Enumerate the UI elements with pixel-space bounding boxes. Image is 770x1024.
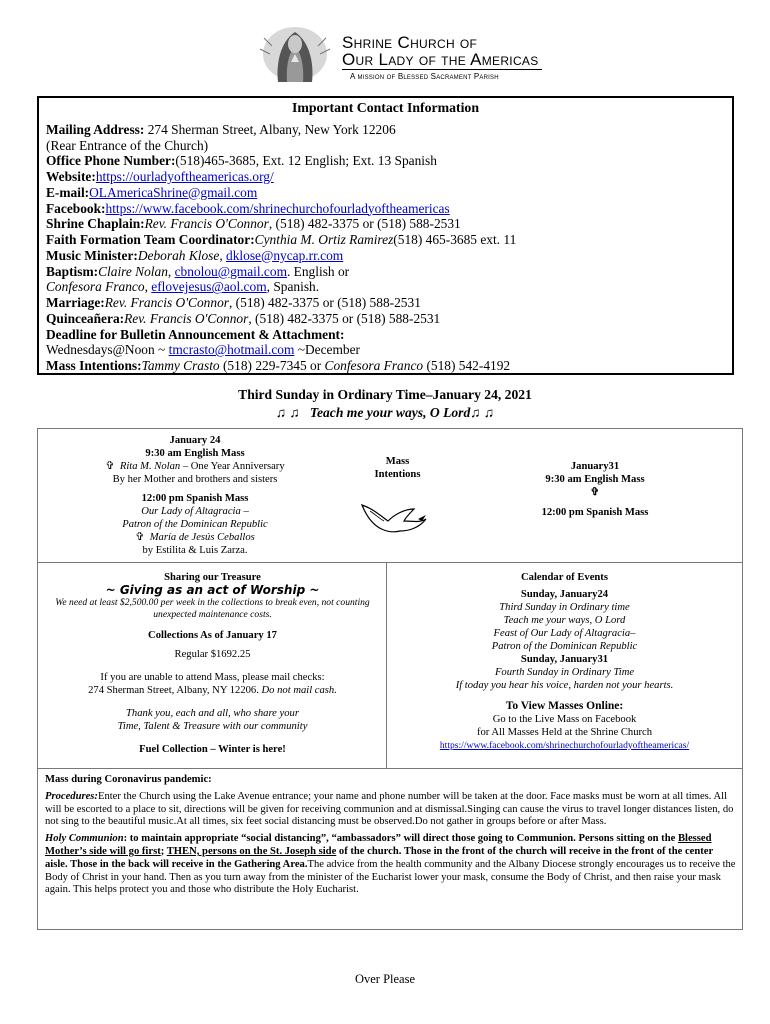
fuel-collection: Fuel Collection – Winter is here! xyxy=(139,744,286,755)
music-row xyxy=(46,248,725,264)
mass-intentions-line2: Intentions xyxy=(374,469,421,480)
online-title: To View Masses Online: xyxy=(505,700,624,712)
calendar-title: Calendar of Events xyxy=(521,572,608,583)
thanks-line-2: Time, Talent & Treasure with our community xyxy=(117,721,308,732)
chaplain-phone: , (518) 482-3375 or (518) 588-2531 xyxy=(268,216,461,232)
intentions-phone-1: (518) 229-7345 or xyxy=(219,358,325,373)
music-email-link[interactable]: dklose@nycap.rr.com xyxy=(226,247,344,263)
covid-holy-communion xyxy=(45,833,737,897)
baptism-email-link-2[interactable]: eflovejesus@aol.com xyxy=(151,279,267,295)
hc-bold-1: : to maintain appropriate “social distancing”, “ambassadors” will direct those going to Communion. Persons sitting on the xyxy=(123,833,678,845)
website-label: Website: xyxy=(46,169,96,184)
music-sep: , xyxy=(219,247,227,263)
treasure-subtitle: ~ Giving as an act of Worship ~ xyxy=(105,583,320,597)
sunday-theme xyxy=(0,404,770,422)
facebook-row xyxy=(46,201,725,217)
mail-line-1: If you are unable to attend Mass, please mail checks: xyxy=(100,672,325,683)
email-link[interactable]: OLAmericaShrine@gmail.com xyxy=(89,184,258,200)
calendar-day-2: Sunday, January31 xyxy=(520,654,609,665)
email-label: E-mail: xyxy=(46,184,90,200)
procedures-label: Procedures: xyxy=(45,790,98,802)
online-facebook-link[interactable]: https://www.facebook.com/shrinechurchofourladyoftheamericas/ xyxy=(439,740,690,751)
website-link[interactable]: https://ourladyoftheamericas.org/ xyxy=(95,169,274,184)
procedures-text: Enter the Church using the Lake Avenue entrance; your name and phone number will be taken at the door. Face masks must be worn at all times. All will be escorted to a place to sit, directions will be given for receiving communion and at dismissal.Singing can cause the virus to travel longer distances listen, do not sing to the beautiful music.At all times, six feet social distancing must be observed.Do not gather in groups before or after Mass. xyxy=(45,790,734,828)
covid-section xyxy=(45,774,737,901)
marriage-phone: , (518) 482-3375 or (518) 588-2531 xyxy=(228,295,421,310)
mass-jan31 xyxy=(495,460,695,519)
mail-line-2 xyxy=(45,684,380,697)
deadline-label: Deadline for Bulletin Announcement & Attachment: xyxy=(46,326,345,342)
chaplain-name: Rev. Francis O'Connor xyxy=(144,216,269,232)
chaplain-row xyxy=(46,216,725,232)
intentions-phone-2: (518) 542-4192 xyxy=(423,358,511,373)
mass-jan24-maria xyxy=(50,531,340,544)
covid-title: Mass during Coronavirus pandemic: xyxy=(45,774,212,785)
calendar-day-1-line-3: Feast of Our Lady of Altagracia– xyxy=(493,628,636,639)
baptism-name: Claire Nolan xyxy=(98,263,168,279)
mass-jan31-date: January31 xyxy=(570,461,620,472)
facebook-link[interactable]: https://www.facebook.com/shrinechurchofourladyoftheamericas xyxy=(105,200,450,216)
cross-icon: ✞ xyxy=(105,460,115,472)
sunday-title: Third Sunday in Ordinary Time–January 24, 2021 xyxy=(238,387,532,402)
online-line-1: Go to the Live Mass on Facebook xyxy=(492,714,637,725)
footer-over-please: Over Please xyxy=(354,972,416,986)
grid-divider-vertical xyxy=(386,562,387,768)
rita-name: Rita M. Nolan xyxy=(119,461,181,472)
mail-no-cash: Do not mail cash. xyxy=(261,685,337,696)
faith-row xyxy=(46,232,725,248)
quince-row xyxy=(46,311,725,327)
contact-info-box xyxy=(37,96,734,375)
office-value: (518)465-3685, Ext. 12 English; Ext. 13 Spanish xyxy=(175,153,437,169)
quince-label: Quinceañera: xyxy=(46,310,125,326)
sunday-heading xyxy=(0,386,770,422)
intentions-name-1: Tammy Crasto xyxy=(141,358,220,373)
contact-title: Important Contact Information xyxy=(291,100,479,115)
baptism-lang: . English or xyxy=(286,263,350,279)
mass-jan24-spanish: 12:00 pm Spanish Mass xyxy=(141,493,249,504)
calendar-day-2-line-2: If today you hear his voice, harden not your hearts. xyxy=(455,680,674,691)
marriage-label: Marriage: xyxy=(46,295,105,310)
baptism-name-2: Confesora Franco xyxy=(46,279,145,295)
altagracia-1: Our Lady of Altagracia – xyxy=(141,506,249,517)
mailing-address-row xyxy=(46,122,725,138)
mailing-label: Mailing Address: xyxy=(46,121,145,137)
hc-rest: The advice from the health community and the Albany Diocese strongly encourages us to receive the Body of Christ in your hand. Then as you turn away from the minister of the Eucharist lower your mask, consume the Body of Christ, and then raise your mask again. This helps protect you and those who distribute the Holy Eucharist. xyxy=(45,858,736,896)
calendar-day-2-line-1: Fourth Sunday in Ordinary Time xyxy=(494,667,635,678)
mass-jan24-rita xyxy=(50,460,340,473)
rita-by: By her Mother and brothers and sisters xyxy=(112,474,278,485)
covid-procedures xyxy=(45,791,737,829)
online-line-2: for All Masses Held at the Shrine Church xyxy=(476,727,653,738)
quince-name: Rev. Francis O'Connor xyxy=(124,310,249,326)
church-subtitle: A mission of Blessed Sacrament Parish xyxy=(350,72,499,81)
rita-rest: – One Year Anniversary xyxy=(180,461,285,472)
calendar-day-1-line-4: Patron of the Dominican Republic xyxy=(491,641,638,652)
treasure-section xyxy=(45,571,380,756)
faith-label: Faith Formation Team Coordinator: xyxy=(46,232,255,247)
church-name xyxy=(342,34,542,70)
mass-intentions-label xyxy=(355,455,440,481)
deadline-row xyxy=(46,327,725,343)
maria-name: María de Jesús Ceballos xyxy=(149,532,255,543)
marriage-name: Rev. Francis O'Connor xyxy=(104,295,229,310)
music-notes-left-icon: ♫ ♫ xyxy=(275,405,300,420)
hc-underline-2: THEN, persons on the St. Joseph side xyxy=(166,845,337,857)
collections-regular: Regular $1692.25 xyxy=(174,649,251,660)
quince-phone: , (518) 482-3375 or (518) 588-2531 xyxy=(248,310,441,326)
intentions-row xyxy=(46,358,725,374)
grid-divider-1 xyxy=(37,562,743,563)
deadline-suffix: ~December xyxy=(294,342,361,358)
hc-bold-2: ; xyxy=(160,845,167,857)
thanks-line-1: Thank you, each and all, who share your xyxy=(126,708,299,719)
intentions-label: Mass Intentions: xyxy=(46,358,142,373)
mass-jan31-english: 9:30 am English Mass xyxy=(545,474,645,485)
bulletin-header xyxy=(250,24,550,84)
mass-intentions-line1: Mass xyxy=(385,456,410,467)
website-row xyxy=(46,169,725,185)
mass-jan31-spanish: 12:00 pm Spanish Mass xyxy=(541,507,649,518)
chaplain-label: Shrine Chaplain: xyxy=(46,216,145,232)
calendar-day-1-line-2: Teach me your ways, O Lord xyxy=(503,615,626,626)
faith-phone: (518) 465-3685 ext. 11 xyxy=(393,232,517,247)
music-label: Music Minister: xyxy=(46,247,138,263)
mail-address: 274 Sherman Street, Albany, NY 12206. xyxy=(88,685,262,696)
mass-jan24-english: 9:30 am English Mass xyxy=(145,448,245,459)
baptism-lang-2: , Spanish. xyxy=(266,279,320,295)
our-lady-logo-icon xyxy=(250,24,340,84)
baptism-sep: , xyxy=(167,263,175,279)
collections-title: Collections As of January 17 xyxy=(148,630,277,641)
facebook-label: Facebook: xyxy=(46,200,106,216)
treasure-title: Sharing our Treasure xyxy=(164,572,261,583)
cross-icon: ✞ xyxy=(135,531,145,543)
office-label: Office Phone Number: xyxy=(46,153,176,169)
baptism-row xyxy=(46,264,725,280)
marriage-row xyxy=(46,295,725,311)
baptism-label: Baptism: xyxy=(46,263,99,279)
hc-bold-3: of the church. Those in the front of the church will receive in the front of the center aisle. Those in the back will receive in the Gathering Area. xyxy=(45,845,713,870)
baptism-row-2 xyxy=(46,279,725,295)
mass-jan24-date: January 24 xyxy=(169,435,221,446)
grid-divider-2 xyxy=(37,768,743,769)
calendar-day-1: Sunday, January24 xyxy=(520,589,609,600)
dove-icon xyxy=(360,497,430,537)
cross-icon: ✞ xyxy=(590,487,600,498)
hc-underline-1: Blessed Mother’s side will go first xyxy=(45,833,712,857)
calendar-day-1-line-1: Third Sunday in Ordinary time xyxy=(499,602,630,613)
deadline-prefix: Wednesdays@Noon ~ xyxy=(46,342,169,358)
sunday-theme-text: Teach me your ways, O Lord xyxy=(309,405,471,420)
mass-jan24 xyxy=(50,434,340,557)
mailing-note: (Rear Entrance of the Church) xyxy=(46,137,209,153)
deadline-row-2 xyxy=(46,342,725,358)
treasure-need: We need at least $2,500.00 per week in the collections to break even, not counting unexpected maintenance costs. xyxy=(55,597,370,620)
office-phone-row xyxy=(46,153,725,169)
mailing-value: 274 Sherman Street, Albany, New York 12206 xyxy=(144,121,396,137)
music-notes-right-icon: ♫ ♫ xyxy=(470,405,495,420)
faith-name: Cynthia M. Ortiz Ramirez xyxy=(254,232,394,247)
church-name-line1: Shrine Church of xyxy=(342,33,478,52)
email-row xyxy=(46,185,725,201)
intentions-name-2: Confesora Franco xyxy=(324,358,424,373)
baptism-email-link[interactable]: cbnolou@gmail.com xyxy=(174,263,287,279)
maria-by: by Estilita & Luis Zarza. xyxy=(142,545,248,556)
music-name: Deborah Klose xyxy=(137,247,220,263)
church-name-line2: Our Lady of the Americas xyxy=(342,51,542,70)
deadline-email-link[interactable]: tmcrasto@hotmail.com xyxy=(168,342,295,358)
calendar-section xyxy=(392,571,737,752)
altagracia-2: Patron of the Dominican Republic xyxy=(122,519,268,530)
holy-communion-label: Holy Communion xyxy=(45,833,124,845)
baptism-sep-2: , xyxy=(144,279,152,295)
